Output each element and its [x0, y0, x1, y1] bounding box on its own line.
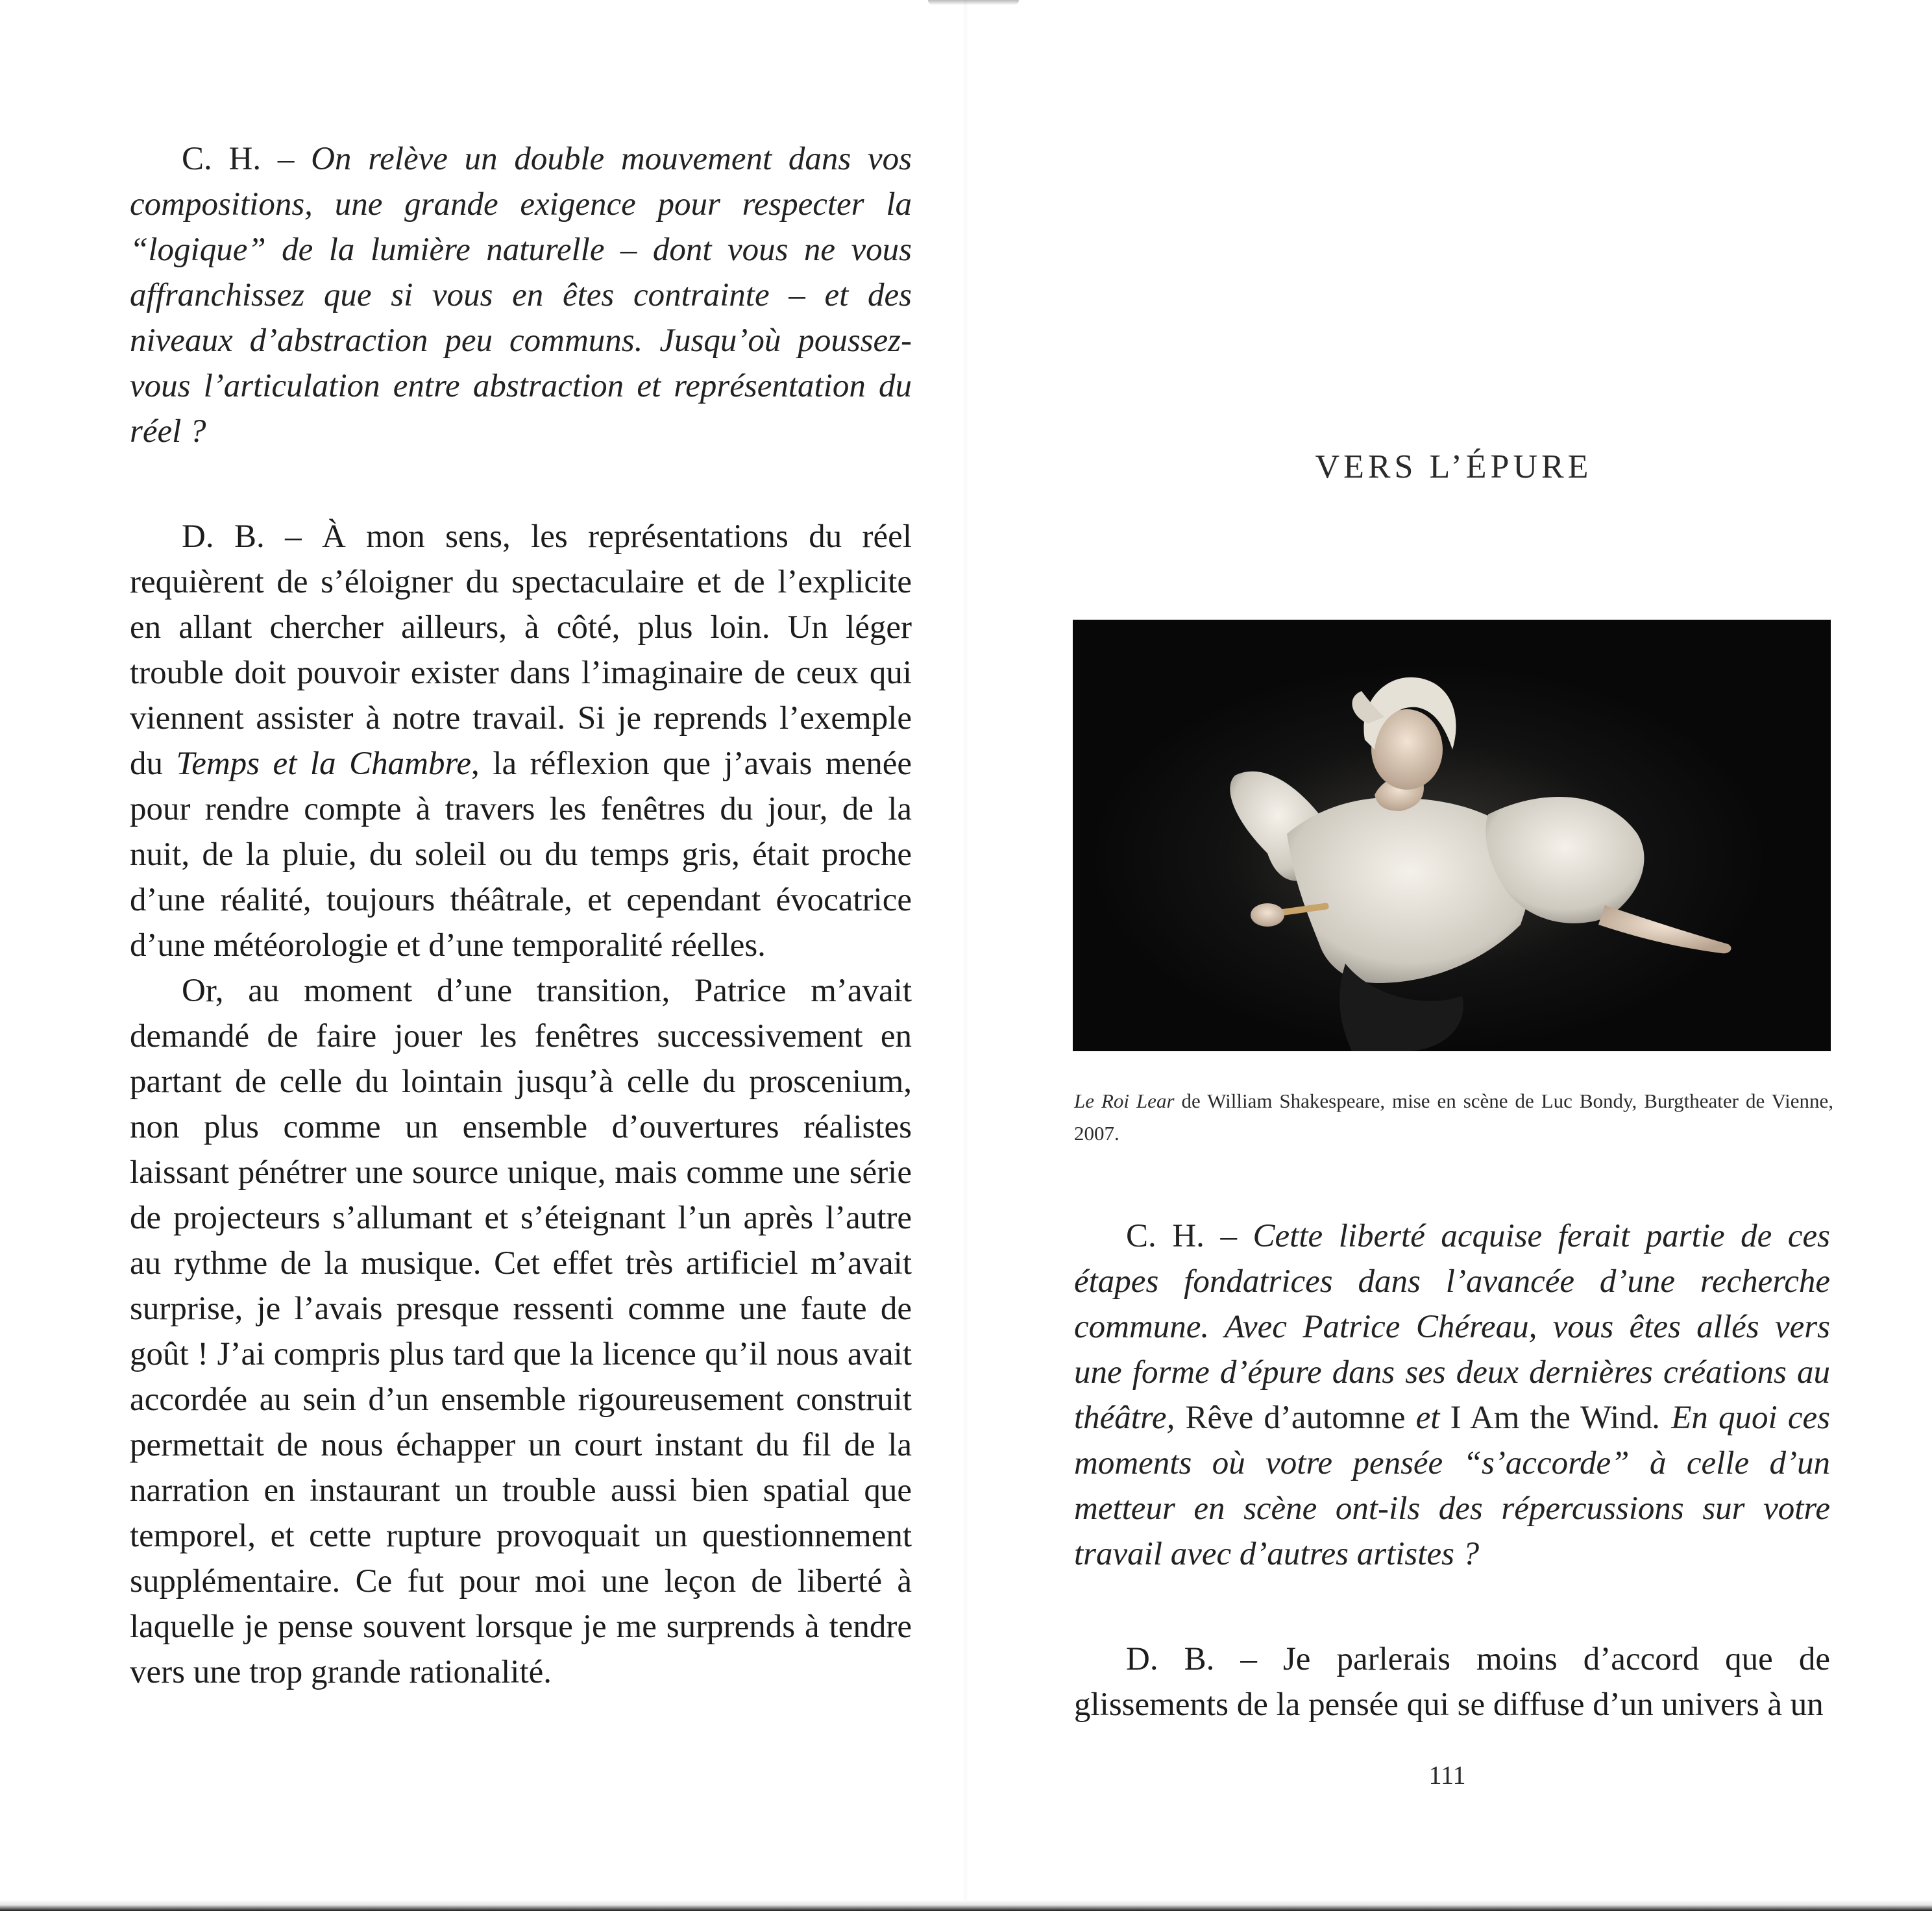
- left-page-text: [130, 136, 912, 1695]
- answer-text: , la réflexion que j’avais menée pour rendre compte à travers les fenêtres du jour, de la nuit, de la pluie, du soleil ou du temps gris, était proche d’une réalité, toujours théâtrale, et cependant évocatrice d’une météorologie et d’une temporalité réelles.: [130, 746, 912, 964]
- page-bottom-edge: [0, 1900, 1932, 1911]
- right-page-text: [1074, 1213, 1830, 1727]
- question-joiner: et: [1405, 1400, 1450, 1436]
- speaker-label: C. H. –: [1126, 1218, 1253, 1254]
- answer-paragraph-3: [1074, 1637, 1830, 1727]
- question-text: . En quoi ces moments où votre pensée “s’accorde” à celle d’un metteur en scène ont-ils des répercussions sur votre travail avec d’autres artistes ?: [1074, 1400, 1830, 1572]
- photo-illustration: [1073, 620, 1831, 1051]
- question-paragraph-2: [1074, 1213, 1830, 1577]
- question-text: Cette liberté acquise ferait partie de ces étapes fondatrices dans l’avancée d’une recherche commune. Avec Patrice Chéreau, vous êtes allés vers une forme d’épure dans ses deux dernières créations au théâtre,: [1074, 1218, 1830, 1436]
- speaker-label: D. B. –: [182, 518, 322, 555]
- photo-caption: [1074, 1085, 1833, 1150]
- work-title: Rêve d’automne: [1185, 1400, 1406, 1436]
- answer-text: À mon sens, les représentations du réel requièrent de s’éloigner du spectaculaire et de l’explicite en allant chercher ailleurs, à côté, plus loin. Un léger trouble doit pouvoir exister dans l’imaginaire de ceux qui viennent assister à notre travail. Si je reprends l’exemple du: [130, 518, 912, 782]
- caption-work-title: Le Roi Lear: [1074, 1089, 1175, 1112]
- page-number: 111: [1428, 1760, 1466, 1790]
- answer-text: Je parlerais moins d’accord que de glissements de la pensée qui se diffuse d’un univers à un: [1074, 1641, 1830, 1723]
- speaker-label: D. B. –: [1126, 1641, 1283, 1677]
- theatre-photograph: [1073, 620, 1831, 1051]
- answer-paragraph-1: [130, 514, 912, 968]
- section-title: VERS L’ÉPURE: [1315, 448, 1593, 485]
- speaker-label: C. H. –: [182, 141, 312, 177]
- book-gutter: [964, 0, 968, 1911]
- caption-credit: de William Shakespeare, mise en scène de Luc Bondy, Burgtheater de Vienne, 2007.: [1074, 1089, 1833, 1145]
- work-title: Temps et la Chambre: [176, 746, 472, 782]
- question-text: On relève un double mouvement dans vos compositions, une grande exigence pour respecter la “logique” de la lumière naturelle – dont vous ne vous affranchissez que si vous en êtes contrainte – et des niveaux d’abstraction peu communs. Jusqu’où poussez-vous l’articulation entre abstraction et représentation du réel ?: [130, 141, 912, 450]
- page-top-edge: [928, 0, 1019, 5]
- question-paragraph-1: [130, 136, 912, 454]
- work-title: I Am the Wind: [1450, 1400, 1653, 1436]
- answer-paragraph-2: Or, au moment d’une transition, Patrice m’avait demandé de faire jouer les fenêtres successivement en partant de celle du lointain jusqu’à celle du proscenium, non plus comme un ensemble d’ouvertures réalistes laissant pénétrer une source unique, mais comme une série de projecteurs s’allumant et s’éteignant l’un après l’autre au rythme de la musique. Cet effet très artificiel m’avait surprise, je l’avais presque ressenti comme une faute de goût ! J’ai compris plus tard que la licence qu’il nous avait accordée au sein d’un ensemble rigoureusement construit permettait de nous échapper un court instant du fil de la narration en instaurant un trouble aussi bien spatial que temporel, et cette rupture provoquait un questionnement supplémentaire. Ce fut pour moi une leçon de liberté à laquelle je pense souvent lorsque je me surprends à tendre vers une trop grande rationalité.: [130, 973, 912, 1690]
